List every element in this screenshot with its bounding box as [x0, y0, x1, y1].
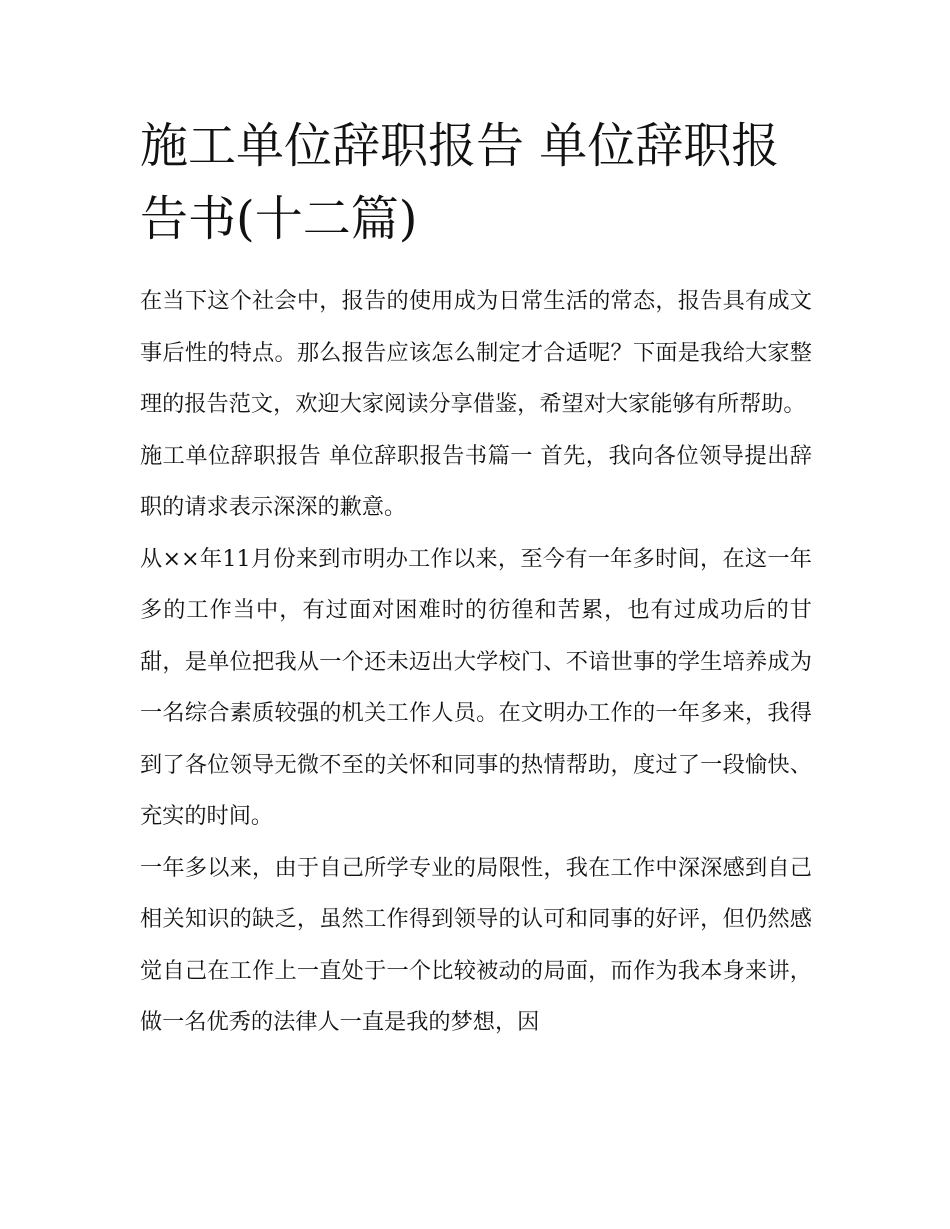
document-body — [140, 110, 812, 1049]
paragraph-intro: 在当下这个社会中，报告的使用成为日常生活的常态，报告具有成文事后性的特点。那么报告应该怎么制定才合适呢？下面是我给大家整理的报告范文，欢迎大家阅读分享借鉴，希望对大家能够有所帮助。 — [140, 288, 812, 417]
paragraph-2: 从××年11月份来到市明办工作以来，至今有一年多时间，在这一年多的工作当中，有过面对困难时的彷徨和苦累，也有过成功后的甘甜，是单位把我从一个还未迈出大学校门、不谙世事的学生培养成为一名综合素质较强的机关工作人员。在文明办工作的一年多来，我得到了各位领导无微不至的关怀和同事的热情帮助，度过了一段愉快、充实的时间。 — [140, 545, 812, 829]
paragraph-3: 一年多以来，由于自己所学专业的局限性，我在工作中深深感到自己相关知识的缺乏，虽然工作得到领导的认可和同事的好评，但仍然感觉自己在工作上一直处于一个比较被动的局面，而作为我本身来讲，做一名优秀的法律人一直是我的梦想，因 — [140, 854, 812, 1035]
paragraph-1: 施工单位辞职报告 单位辞职报告书篇一 首先，我向各位领导提出辞职的请求表示深深的歉意。 — [140, 442, 812, 520]
document-title: 施工单位辞职报告 单位辞职报告书(十二篇) — [140, 118, 780, 247]
